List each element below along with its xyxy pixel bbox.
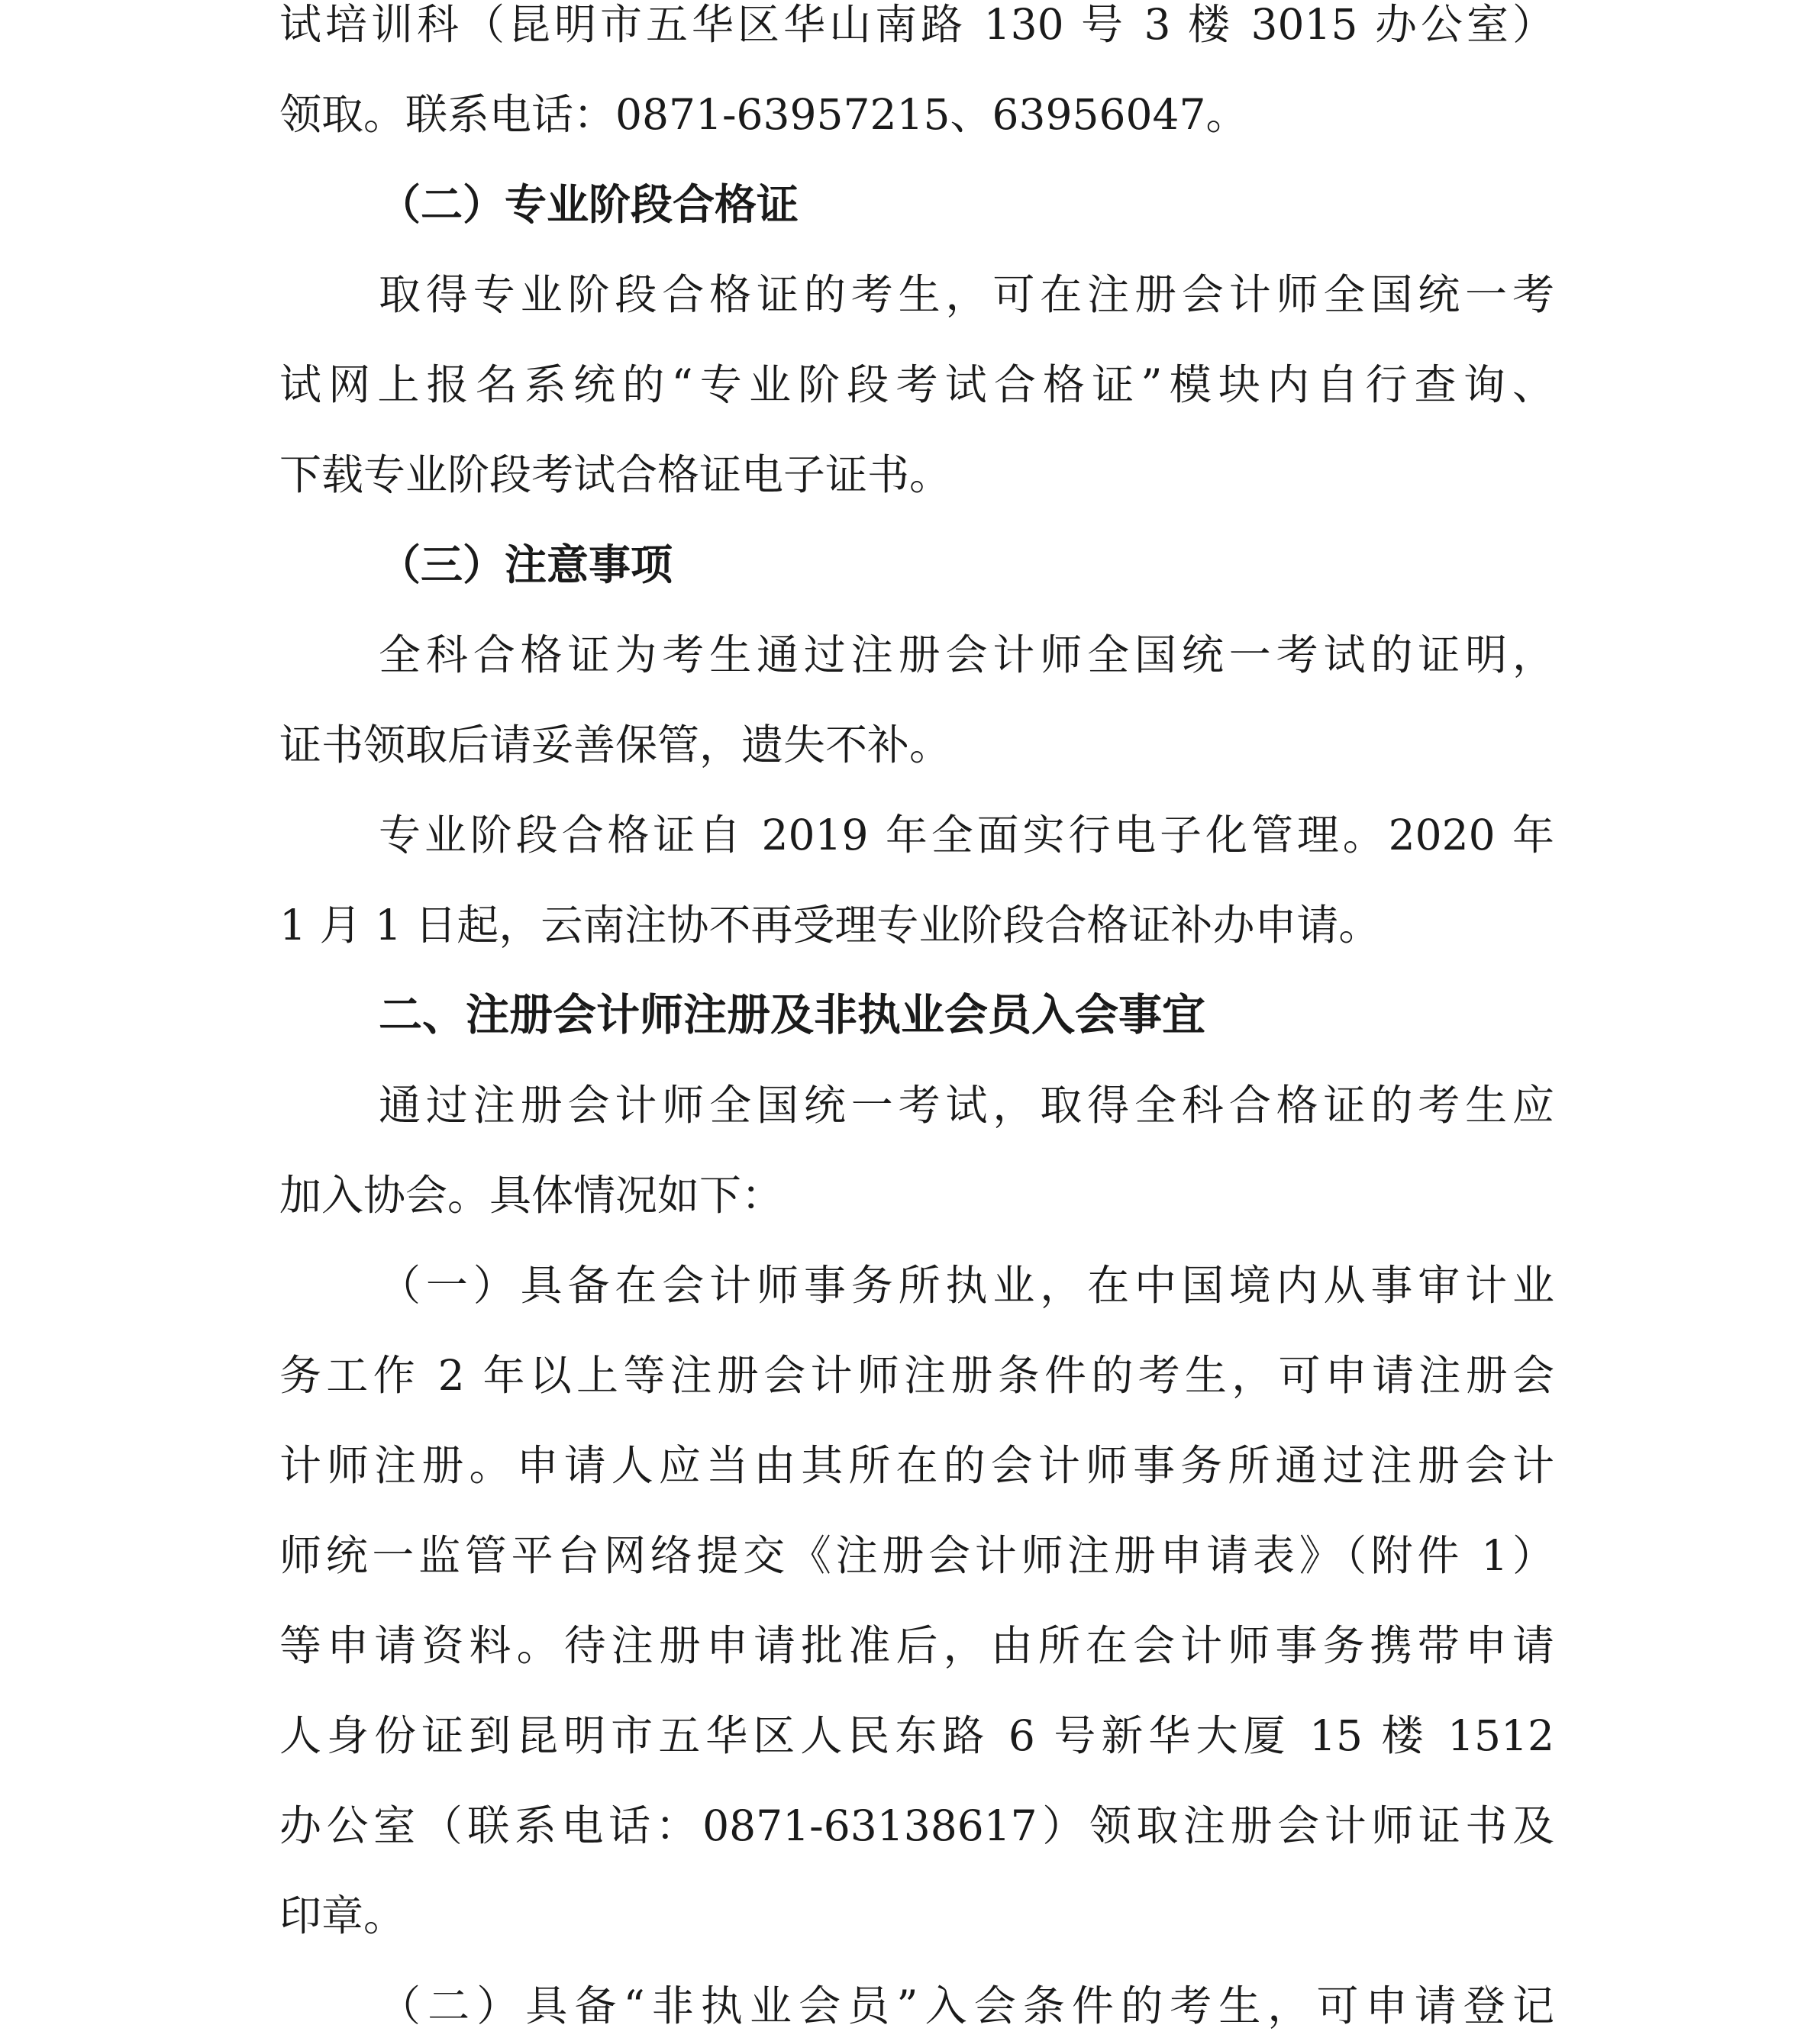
paragraph-line: 1 月 1 日起，云南注协不再受理专业阶段合格证补办申请。 xyxy=(279,901,1381,950)
paragraph-line: 下载专业阶段考试合格证电子证书。 xyxy=(279,450,952,499)
paragraph-line: 证书领取后请妥善保管，遗失不补。 xyxy=(279,721,952,769)
paragraph-line: 专业阶段合格证自 2019 年全面实行电子化管理。2020 年 xyxy=(379,811,1554,859)
paragraph-line: 试网上报名系统的“专业阶段考试合格证”模块内自行查询、 xyxy=(279,360,1554,409)
paragraph-line: （一）具备在会计师事务所执业，在中国境内从事审计业 xyxy=(379,1261,1554,1310)
section-subheading: （三）注意事项 xyxy=(379,540,673,589)
section-heading: 二、注册会计师注册及非执业会员入会事宜 xyxy=(379,990,1205,1040)
paragraph-line: 等申请资料。待注册申请批准后，由所在会计师事务携带申请 xyxy=(279,1621,1554,1670)
paragraph-line: 加入协会。具体情况如下： xyxy=(279,1171,784,1220)
paragraph-line: （二）具备“非执业会员”入会条件的考生，可申请登记 xyxy=(379,1981,1554,2030)
paragraph-line: 通过注册会计师全国统一考试，取得全科合格证的考生应 xyxy=(379,1081,1554,1130)
paragraph-line: 计师注册。申请人应当由其所在的会计师事务所通过注册会计 xyxy=(279,1441,1554,1490)
paragraph-line: 人身份证到昆明市五华区人民东路 6 号新华大厦 15 楼 1512 xyxy=(279,1711,1554,1760)
section-subheading: （二）专业阶段合格证 xyxy=(379,179,799,229)
paragraph-line: 印章。 xyxy=(279,1891,406,1940)
paragraph-line: 师统一监管平台网络提交《注册会计师注册申请表》（附件 1） xyxy=(279,1531,1554,1580)
paragraph-line: 领取。联系电话：0871-63957215、63956047。 xyxy=(279,90,1248,139)
paragraph-line: 办公室（联系电话：0871-63138617）领取注册会计师证书及 xyxy=(279,1801,1554,1850)
paragraph-line: 取得专业阶段合格证的考生，可在注册会计师全国统一考 xyxy=(379,270,1554,319)
paragraph-line: 试培训科（昆明市五华区华山南路 130 号 3 楼 3015 办公室） xyxy=(279,0,1554,49)
paragraph-line: 全科合格证为考生通过注册会计师全国统一考试的证明， xyxy=(379,630,1554,679)
paragraph-line: 务工作 2 年以上等注册会计师注册条件的考生，可申请注册会 xyxy=(279,1351,1554,1400)
